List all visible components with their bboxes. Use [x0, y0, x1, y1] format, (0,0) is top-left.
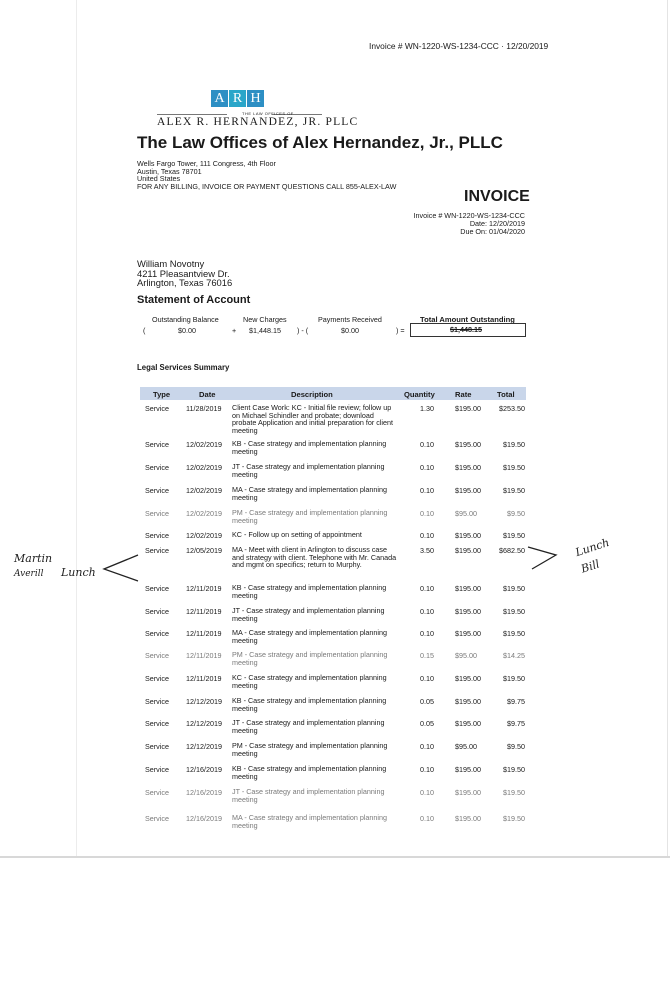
- cell-date: 12/02/2019: [186, 440, 222, 449]
- cell-type: Service: [145, 486, 169, 495]
- client-line: 4211 Pleasantview Dr.: [137, 267, 230, 279]
- cell-quantity: 0.10: [420, 531, 434, 540]
- cell-quantity: 0.05: [420, 719, 434, 728]
- client-address: [137, 259, 232, 288]
- new-charges-value: $1,448.15: [249, 326, 281, 335]
- cell-total: $19.50: [503, 607, 525, 616]
- cell-date: 12/02/2019: [186, 486, 222, 495]
- annotation-arrow: [526, 543, 576, 573]
- cell-quantity: 0.10: [420, 814, 434, 823]
- cell-type: Service: [145, 607, 169, 616]
- new-charges-label: New Charges: [243, 315, 287, 324]
- cell-type: Service: [145, 814, 169, 823]
- col-type: Type: [153, 390, 171, 399]
- cell-quantity: 0.10: [420, 440, 434, 449]
- cell-type: Service: [145, 719, 169, 728]
- cell-description: KB - Case strategy and implementation planning meeting: [232, 439, 387, 456]
- cell-date: 12/16/2019: [186, 788, 222, 797]
- cell-total: $19.50: [503, 674, 525, 683]
- cell-rate: $195.00: [455, 463, 481, 472]
- outstanding-label: Outstanding Balance: [152, 315, 219, 324]
- payments-label: Payments Received: [318, 315, 382, 324]
- handwritten-note: Martin: [14, 552, 53, 565]
- col-total: Total: [497, 390, 515, 399]
- cell-total: $19.50: [503, 765, 525, 774]
- cell-rate: $95.00: [455, 509, 477, 518]
- cell-total: $9.50: [507, 509, 525, 518]
- col-date: Date: [199, 390, 216, 399]
- cell-description: MA - Meet with client in Arlington to discuss case and strategy with client. Telephone with Mr. Canada and mgmt on specifics; return to Murphy.: [232, 545, 397, 569]
- op-plus: +: [232, 326, 237, 335]
- cell-description: JT - Case strategy and implementation planning meeting: [232, 787, 385, 804]
- invoice-meta: [395, 212, 525, 235]
- cell-rate: $95.00: [455, 742, 477, 751]
- cell-rate: $195.00: [455, 814, 481, 823]
- cell-rate: $195.00: [455, 765, 481, 774]
- cell-date: 12/02/2019: [186, 531, 222, 540]
- cell-date: 12/02/2019: [186, 509, 222, 518]
- cell-quantity: 0.10: [420, 742, 434, 751]
- op-equals: ) =: [396, 326, 405, 335]
- total-outstanding-value: $1,448.15: [450, 325, 482, 334]
- cell-type: Service: [145, 697, 169, 706]
- cell-quantity: 0.10: [420, 486, 434, 495]
- header-invoice-ref: Invoice # WN-1220-WS-1234-CCC · 12/20/2019: [369, 41, 549, 51]
- cell-quantity: 0.05: [420, 697, 434, 706]
- cell-date: 12/16/2019: [186, 814, 222, 823]
- cell-total: $682.50: [499, 546, 525, 555]
- cell-date: 12/12/2019: [186, 697, 222, 706]
- cell-description: MA - Case strategy and implementation planning meeting: [232, 628, 388, 645]
- outstanding-value: $0.00: [178, 326, 196, 335]
- cell-rate: $195.00: [455, 607, 481, 616]
- cell-date: 12/11/2019: [186, 607, 222, 616]
- cell-date: 12/11/2019: [186, 584, 222, 593]
- cell-description: PM - Case strategy and implementation planning meeting: [232, 650, 388, 667]
- cell-description: MA - Case strategy and implementation planning meeting: [232, 485, 388, 502]
- cell-description: PM - Case strategy and implementation planning meeting: [232, 741, 388, 758]
- cell-description: JT - Case strategy and implementation planning meeting: [232, 718, 385, 735]
- invoice-heading: INVOICE: [464, 188, 530, 205]
- col-quantity: Quantity: [404, 390, 435, 399]
- cell-description: PM - Case strategy and implementation planning meeting: [232, 508, 388, 525]
- cell-rate: $195.00: [455, 546, 481, 555]
- cell-quantity: 0.10: [420, 788, 434, 797]
- cell-total: $9.75: [507, 719, 525, 728]
- cell-date: 12/02/2019: [186, 463, 222, 472]
- cell-type: Service: [145, 584, 169, 593]
- total-outstanding-label: Total Amount Outstanding: [420, 315, 515, 324]
- cell-total: $19.50: [503, 584, 525, 593]
- op-open: (: [143, 326, 146, 335]
- cell-date: 12/16/2019: [186, 765, 222, 774]
- address-line: Wells Fargo Tower, 111 Congress, 4th Floor: [137, 159, 276, 168]
- scan-edge: [0, 856, 670, 858]
- cell-date: 12/12/2019: [186, 719, 222, 728]
- invoice-date: Date: 12/20/2019: [469, 218, 525, 228]
- cell-type: Service: [145, 440, 169, 449]
- cell-total: $19.50: [503, 629, 525, 638]
- cell-total: $253.50: [499, 404, 525, 413]
- cell-rate: $195.00: [455, 531, 481, 540]
- cell-type: Service: [145, 629, 169, 638]
- cell-rate: $195.00: [455, 629, 481, 638]
- cell-quantity: 0.10: [420, 765, 434, 774]
- invoice-due: Due On: 01/04/2020: [460, 226, 525, 236]
- invoice-number: Invoice # WN-1220-WS-1234-CCC: [413, 211, 525, 220]
- cell-rate: $195.00: [455, 584, 481, 593]
- cell-total: $19.50: [503, 463, 525, 472]
- logo-letter: R: [229, 90, 246, 107]
- cell-quantity: 0.15: [420, 651, 434, 660]
- handwritten-note: Averill: [14, 569, 44, 579]
- cell-date: 11/28/2019: [186, 404, 222, 413]
- cell-type: Service: [145, 742, 169, 751]
- cell-quantity: 0.10: [420, 674, 434, 683]
- cell-date: 12/05/2019: [186, 546, 222, 555]
- address-line: FOR ANY BILLING, INVOICE OR PAYMENT QUESTIONS CALL 855-ALEX-LAW: [137, 181, 397, 191]
- cell-quantity: 0.10: [420, 584, 434, 593]
- cell-quantity: 0.10: [420, 463, 434, 472]
- cell-quantity: 1.30: [420, 404, 434, 413]
- cell-type: Service: [145, 788, 169, 797]
- cell-total: $19.50: [503, 788, 525, 797]
- firm-logo: [211, 90, 264, 107]
- cell-type: Service: [145, 463, 169, 472]
- cell-quantity: 0.10: [420, 607, 434, 616]
- cell-date: 12/11/2019: [186, 651, 222, 660]
- cell-type: Service: [145, 509, 169, 518]
- logo-rule: [157, 114, 227, 115]
- cell-description: KB - Case strategy and implementation planning meeting: [232, 696, 387, 713]
- logo-subtitle: THE LAW OFFICES OF: [242, 111, 294, 116]
- cell-date: 12/12/2019: [186, 742, 222, 751]
- handwritten-note: Lunch: [61, 566, 96, 579]
- cell-total: $19.50: [503, 486, 525, 495]
- cell-quantity: 0.10: [420, 509, 434, 518]
- cell-type: Service: [145, 651, 169, 660]
- payments-value: $0.00: [341, 326, 359, 335]
- cell-description: KB - Case strategy and implementation planning meeting: [232, 583, 387, 600]
- cell-date: 12/11/2019: [186, 674, 222, 683]
- cell-description: MA - Case strategy and implementation planning meeting: [232, 813, 388, 830]
- cell-rate: $195.00: [455, 719, 481, 728]
- cell-total: $19.50: [503, 440, 525, 449]
- cell-total: $19.50: [503, 531, 525, 540]
- cell-description: KC - Follow up on setting of appointment: [232, 530, 362, 539]
- cell-total: $9.75: [507, 697, 525, 706]
- cell-rate: $195.00: [455, 440, 481, 449]
- annotation-bracket: [98, 553, 142, 583]
- cell-type: Service: [145, 674, 169, 683]
- cell-type: Service: [145, 546, 169, 555]
- cell-description: Client Case Work: KC - Initial file review; follow up on Michael Schindler and probate; download probate Application and initial preparation for client meeting: [232, 403, 394, 435]
- services-title: Legal Services Summary: [137, 363, 230, 372]
- handwritten-note: Lunch: [573, 535, 611, 560]
- cell-total: $14.25: [503, 651, 525, 660]
- cell-description: JT - Case strategy and implementation planning meeting: [232, 606, 385, 623]
- cell-rate: $195.00: [455, 697, 481, 706]
- firm-title: The Law Offices of Alex Hernandez, Jr., PLLC: [137, 133, 503, 152]
- client-line: William Novotny: [137, 258, 205, 269]
- logo-letter: A: [211, 90, 228, 107]
- total-outstanding-box: [410, 323, 526, 337]
- cell-total: $9.50: [507, 742, 525, 751]
- cell-type: Service: [145, 765, 169, 774]
- cell-type: Service: [145, 404, 169, 413]
- cell-rate: $95.00: [455, 651, 477, 660]
- cell-description: KC - Case strategy and implementation planning meeting: [232, 673, 387, 690]
- cell-rate: $195.00: [455, 674, 481, 683]
- address-line: Austin, Texas 78701: [137, 166, 202, 176]
- cell-total: $19.50: [503, 814, 525, 823]
- logo-letter: H: [247, 90, 264, 107]
- cell-description: KB - Case strategy and implementation planning meeting: [232, 764, 387, 781]
- cell-quantity: 3.50: [420, 546, 434, 555]
- logo-name: ALEX R. HERNANDEZ, JR. PLLC: [157, 116, 359, 128]
- cell-quantity: 0.10: [420, 629, 434, 638]
- col-description: Description: [291, 390, 333, 399]
- cell-rate: $195.00: [455, 486, 481, 495]
- firm-address: [137, 160, 396, 190]
- address-line: United States: [137, 174, 181, 184]
- handwritten-note: Bill: [579, 557, 602, 576]
- cell-rate: $195.00: [455, 788, 481, 797]
- cell-type: Service: [145, 531, 169, 540]
- op-minus: ) - (: [297, 326, 309, 335]
- cell-description: JT - Case strategy and implementation planning meeting: [232, 462, 385, 479]
- cell-date: 12/11/2019: [186, 629, 222, 638]
- client-line: Arlington, Texas 76016: [137, 277, 233, 289]
- cell-rate: $195.00: [455, 404, 481, 413]
- statement-title: Statement of Account: [137, 294, 251, 306]
- col-rate: Rate: [455, 390, 472, 399]
